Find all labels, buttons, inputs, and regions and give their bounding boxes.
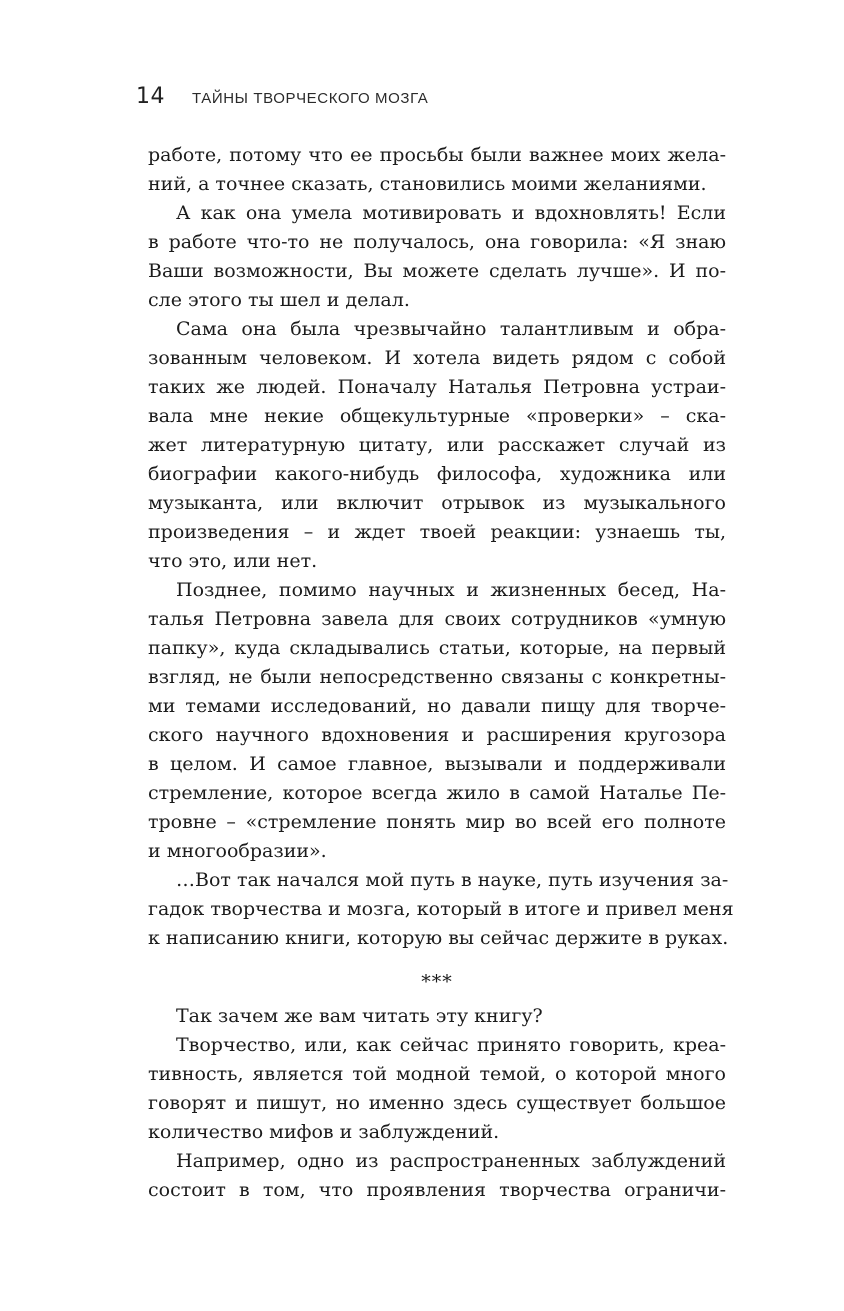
text-line: сле этого ты шел и делал. (148, 289, 410, 311)
section-separator: *** (421, 971, 453, 993)
paragraph (148, 1147, 726, 1205)
text-line: Сама она была чрезвычайно талантливым и обра- (176, 318, 726, 340)
text-line: музыканта, или включит отрывок из музыкального (148, 492, 726, 514)
text-line: Так зачем же вам читать эту книгу? (176, 1005, 543, 1027)
text-line: А как она умела мотивировать и вдохновлять! Если (176, 202, 726, 224)
text-line: биографии какого-нибудь философа, художника или (148, 463, 726, 485)
text-line: что это, или нет. (148, 550, 318, 572)
text-line: работе, потому что ее просьбы были важнее моих жела- (148, 144, 726, 166)
book-title: ТАЙНЫ ТВОРЧЕСКОГО МОЗГА (192, 90, 429, 107)
text-line: Позднее, помимо научных и жизненных бесед, На- (176, 579, 726, 601)
text-line: гадок творчества и мозга, который в итоге и привел меня (148, 898, 734, 920)
text-line: стремление, которое всегда жило в самой Наталье Пе- (148, 782, 726, 804)
text-line: жет литературную цитату, или расскажет случай из (148, 434, 726, 456)
text-line: в целом. И самое главное, вызывали и поддерживали (148, 753, 726, 775)
text-line: вала мне некие общекультурные «проверки» – ска- (148, 405, 726, 427)
paragraph (148, 315, 726, 576)
text-line: взгляд, не были непосредственно связаны с конкретны- (148, 666, 726, 688)
paragraph (148, 1002, 726, 1031)
text-line: Например, одно из распространенных заблуждений (176, 1150, 726, 1172)
text-line: Ваши возможности, Вы можете сделать лучше». И по- (148, 260, 726, 282)
text-line: талья Петровна завела для своих сотрудников «умную (148, 608, 726, 630)
paragraph (148, 866, 734, 953)
paragraph (148, 141, 726, 199)
text-line: ского научного вдохновения и расширения кругозора (148, 724, 726, 746)
text-line: …Вот так начался мой путь в науке, путь изучения за- (176, 869, 729, 891)
text-line: количество мифов и заблуждений. (148, 1121, 500, 1143)
text-line: в работе что-то не получалось, она говорила: «Я знаю (148, 231, 726, 253)
paragraph (148, 199, 726, 315)
text-line: Творчество, или, как сейчас принято говорить, креа- (176, 1034, 726, 1056)
paragraph (148, 576, 726, 866)
text-line: ми темами исследований, но давали пищу для творче- (148, 695, 726, 717)
text-line: состоит в том, что проявления творчества ограничи- (148, 1179, 726, 1201)
running-header (136, 84, 428, 116)
text-line: таких же людей. Поначалу Наталья Петровна устраи- (148, 376, 726, 398)
text-line: говорят и пишут, но именно здесь существует большое (148, 1092, 726, 1114)
text-line: к написанию книги, которую вы сейчас держите в руках. (148, 927, 729, 949)
text-line: и многообразии». (148, 840, 327, 862)
text-line: зованным человеком. И хотела видеть рядом с собой (148, 347, 726, 369)
body-text (148, 141, 734, 1205)
text-line: произведения – и ждет твоей реакции: узнаешь ты, (148, 521, 726, 543)
text-line: тивность, является той модной темой, о которой много (148, 1063, 726, 1085)
page-number: 14 (136, 84, 165, 109)
text-line: ний, а точнее сказать, становились моими желаниями. (148, 173, 707, 195)
paragraph (148, 1031, 726, 1147)
text-line: тровне – «стремление понять мир во всей его полноте (148, 811, 726, 833)
text-line: папку», куда складывались статьи, которые, на первый (148, 637, 726, 659)
